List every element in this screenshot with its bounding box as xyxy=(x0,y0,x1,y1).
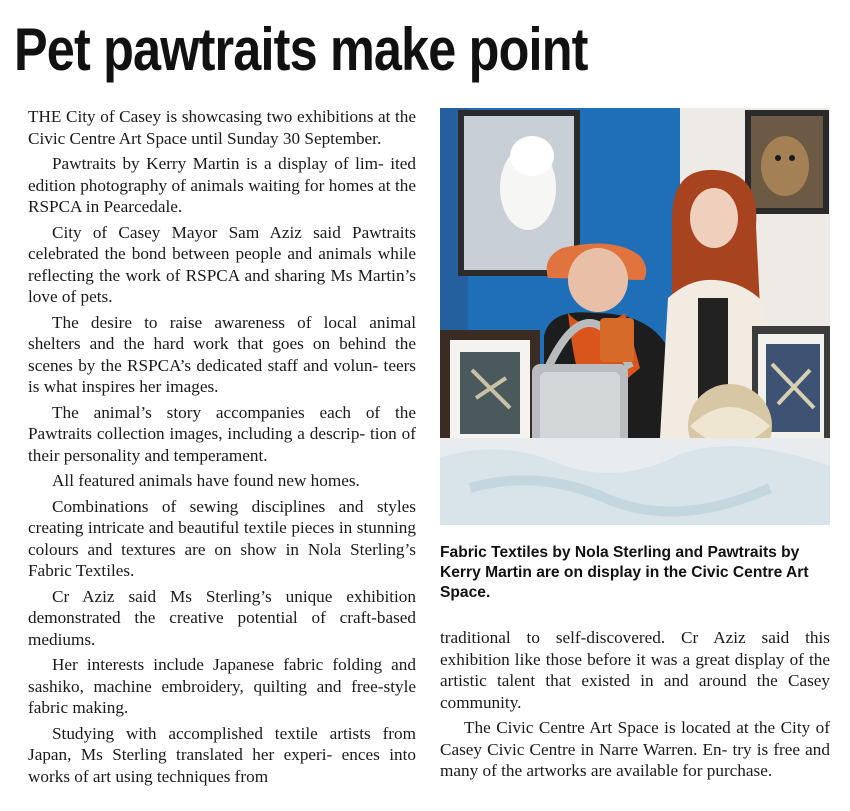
left-text-column xyxy=(28,106,416,791)
right-text-column xyxy=(440,627,830,786)
paragraph: City of Casey Mayor Sam Aziz said Pawtraits celebrated the bond between people and animals while reflecting the work of RSPCA and sharing Ms Martin’s love of pets. xyxy=(28,222,416,306)
headline: Pet pawtraits make point xyxy=(14,16,588,83)
paragraph: Combinations of sewing disciplines and styles creating intricate and beautiful textile pieces in stunning colours and textures are on show in Nola Sterling’s Fabric Textiles. xyxy=(28,496,416,580)
paragraph: All featured animals have found new homes. xyxy=(52,471,360,490)
paragraph: THE City of Casey is showcasing two exhibitions at the Civic Centre Art Space until Sunday 30 September. xyxy=(28,107,416,148)
paragraph: The animal’s story accompanies each of the Pawtraits collection images, including a descrip- tion of their personality and temperament. xyxy=(28,402,416,465)
exhibition-photo xyxy=(440,108,830,525)
paragraph: Her interests include Japanese fabric folding and sashiko, machine embroidery, quilting and free-style fabric making. xyxy=(28,655,416,717)
paragraph: Studying with accomplished textile artists from Japan, Ms Sterling translated her experi- ences into works of art using techniques from xyxy=(28,723,416,786)
tabby-cat xyxy=(761,136,809,196)
paragraph: Cr Aziz said Ms Sterling’s unique exhibition demonstrated the creative potential of craft-based mediums. xyxy=(28,586,416,649)
paragraph: The Civic Centre Art Space is located at the City of Casey Civic Centre in Narre Warren. En- try is free and many of the artworks are available for purchase. xyxy=(440,718,830,780)
paragraph: traditional to self-discovered. Cr Aziz said this exhibition like those before it was a great display of the artistic talent that existed in and around the Casey community. xyxy=(440,628,830,712)
photo-caption: Fabric Textiles by Nola Sterling and Pawtraits by Kerry Martin are on display in the Civic Centre Art Space. xyxy=(440,544,809,601)
woman-right-face xyxy=(690,188,738,248)
orange-bag xyxy=(600,318,634,362)
woman-left-face xyxy=(568,248,628,312)
paragraph: Pawtraits by Kerry Martin is a display of lim- ited edition photography of animals waiting for homes at the RSPCA in Pearcedale. xyxy=(28,154,416,216)
paragraph: The desire to raise awareness of local animal shelters and the hard work that goes on behind the scenes by the RSPCA’s dedicated staff and volun- teers is what inspires her images. xyxy=(28,312,416,396)
